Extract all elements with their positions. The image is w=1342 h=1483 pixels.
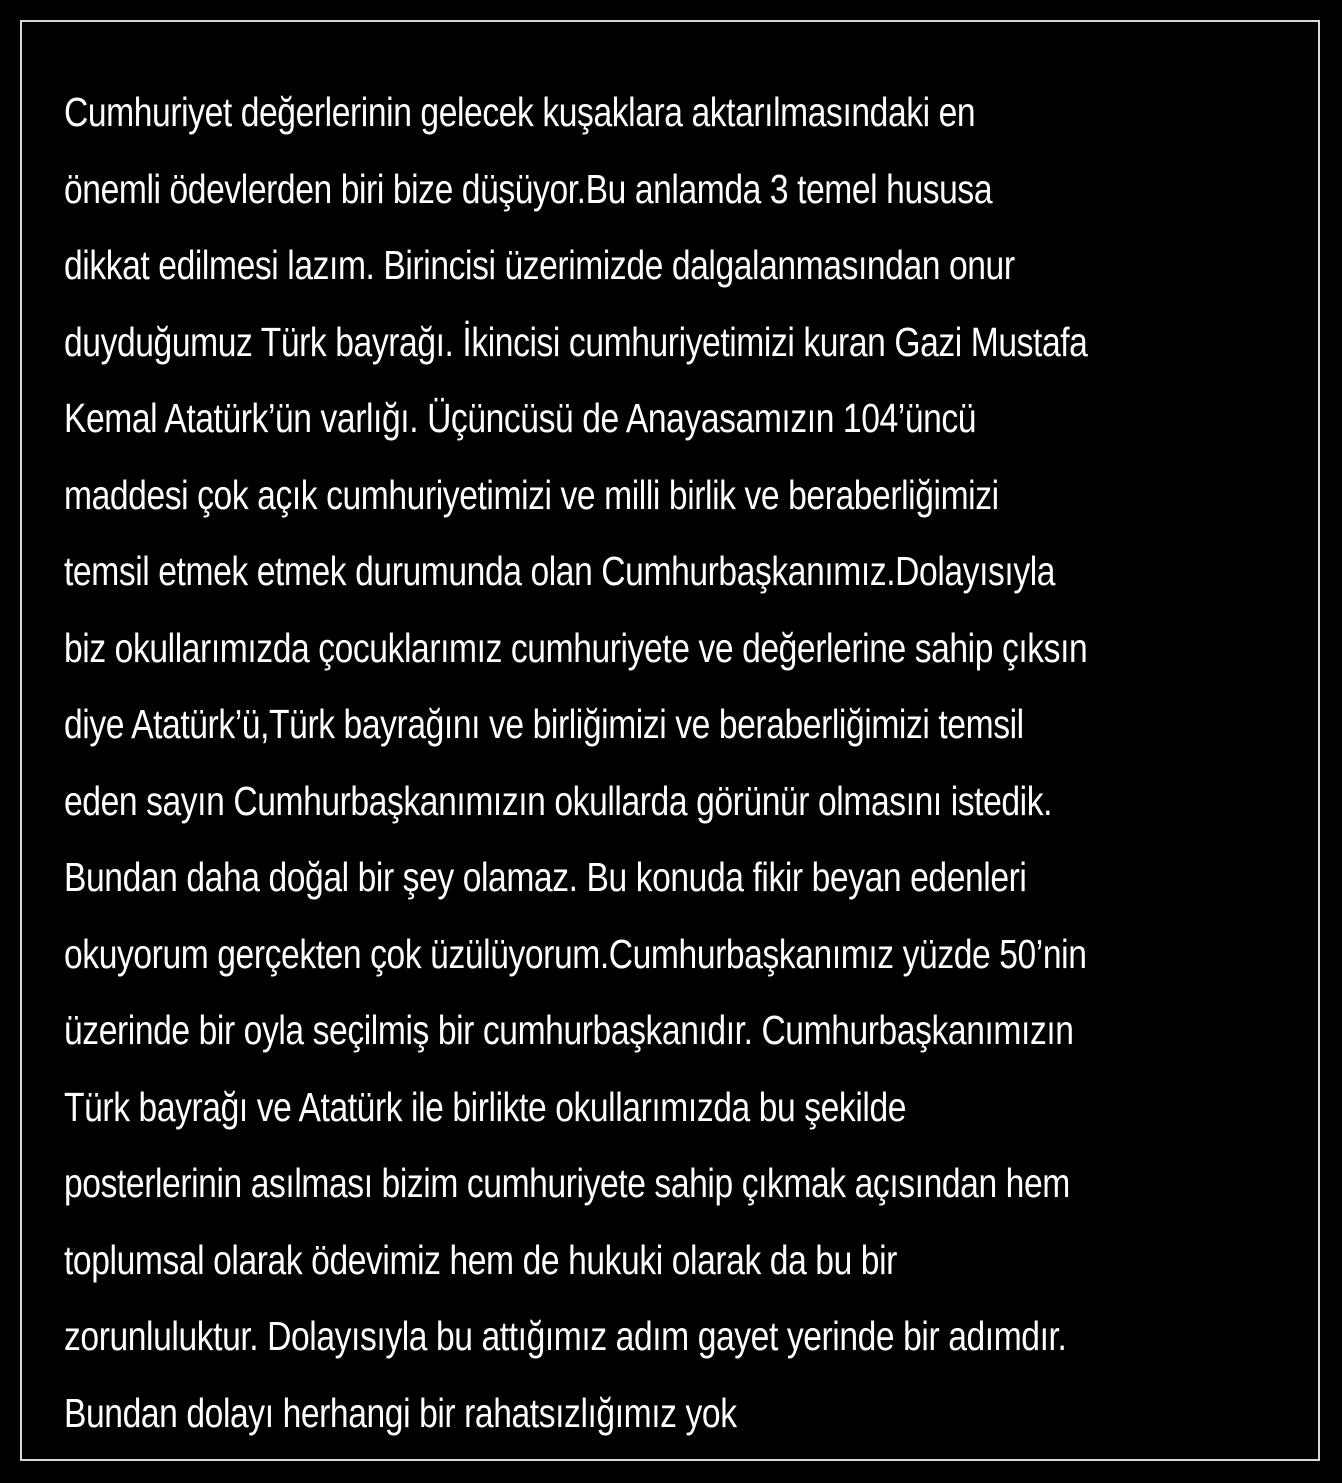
text-line: okuyorum gerçekten çok üzülüyorum.Cumhurbaşkanımız yüzde 50’nin xyxy=(64,930,1087,977)
text-line: temsil etmek etmek durumunda olan Cumhurbaşkanımız.Dolayısıyla xyxy=(64,548,1056,594)
text-line: Kemal Atatürk’ün varlığı. Üçüncüsü de Anayasamızın 104’üncü xyxy=(64,395,977,441)
text-line: biz okullarımızda çocuklarımız cumhuriyete ve değerlerine sahip çıksın xyxy=(64,624,1088,671)
text-line: diye Atatürk’ü,Türk bayrağını ve birliğimizi ve beraberliğimizi temsil xyxy=(64,701,1024,747)
text-line: Türk bayrağı ve Atatürk ile birlikte okullarımızda bu şekilde xyxy=(64,1083,907,1130)
text-line: dikkat edilmesi lazım. Birincisi üzerimizde dalgalanmasından onur xyxy=(64,242,1015,288)
text-line: önemli ödevlerden biri bize düşüyor.Bu anlamda 3 temel hususa xyxy=(64,165,993,212)
text-line: Bundan dolayı herhangi bir rahatsızlığımız yok xyxy=(64,1389,737,1436)
text-line: toplumsal olarak ödevimiz hem de hukuki olarak da bu bir xyxy=(64,1236,897,1283)
text-line: zorunluluktur. Dolayısıyla bu attığımız adım gayet yerinde bir adımdır. xyxy=(64,1313,1067,1359)
text-line: duyduğumuz Türk bayrağı. İkincisi cumhuriyetimizi kuran Gazi Mustafa xyxy=(64,318,1088,365)
text-line: eden sayın Cumhurbaşkanımızın okullarda görünür olmasını istedik. xyxy=(64,777,1053,824)
text-line: maddesi çok açık cumhuriyetimizi ve milli birlik ve beraberliğimizi xyxy=(64,471,999,518)
text-line: posterlerinin asılması bizim cumhuriyete sahip çıkmak açısından hem xyxy=(64,1160,1070,1206)
text-line: üzerinde bir oyla seçilmiş bir cumhurbaşkanıdır. Cumhurbaşkanımızın xyxy=(64,1007,1074,1053)
text-line: Bundan daha doğal bir şey olamaz. Bu konuda fikir beyan edenleri xyxy=(64,854,1027,900)
quote-text-block xyxy=(64,74,1294,1451)
text-line: Cumhuriyet değerlerinin gelecek kuşaklara aktarılmasındaki en xyxy=(64,89,976,135)
quote-frame xyxy=(20,20,1320,1461)
